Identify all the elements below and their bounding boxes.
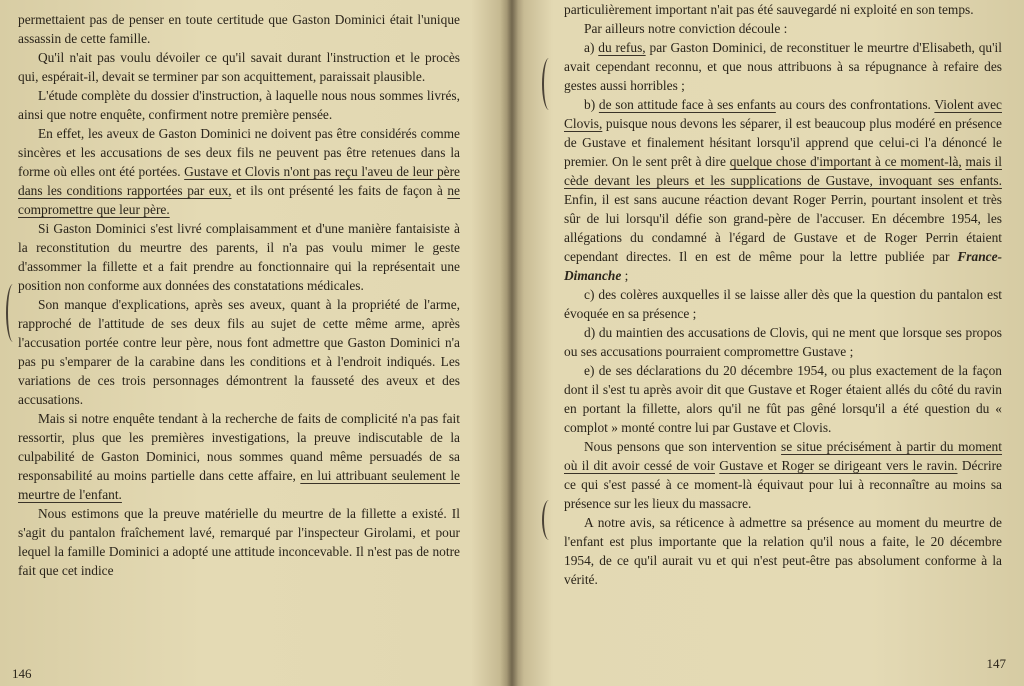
paragraph: Par ailleurs notre conviction découle :: [584, 21, 788, 36]
left-page-text: [18, 10, 460, 580]
paragraph-text: En effet, les aveux de Gaston Dominici ne doivent pas être considérés comme sincères et les accusations de ses deux fils ne peuvent pas être retenues dans la forme où elles ont été portées.: [18, 126, 460, 179]
paragraph-text: et ils ont présenté les faits de façon à: [231, 183, 448, 198]
paragraph-b: [564, 95, 1002, 285]
paragraph-e: e) de ses déclarations du 20 décembre 1954, ou plus exactement de la façon dont il s'est tu après avoir dit que Gustave et Roger étaient allés du côté du ravin en portant la fillette, alors qu'il ne fût pas gêné lorsqu'il a été question du « complot » monté contre lui par Gustave et Clovis.: [564, 363, 1002, 435]
paragraph: Si Gaston Dominici s'est livré complaisamment et d'une manière fantaisiste à la reconstitution du meurtre des parents, il n'a pas voulu mimer le geste d'assommer la fillette et a fait prendre au fonctionnaire qui la représentait une position non conforme aux données des constatations médicales.: [18, 221, 460, 293]
underlined-passage: en lui attribuant seulement le meurtre de l'enfant.: [18, 468, 460, 502]
underlined-passage: se situe précisément à partir du moment où il dit avoir cessé de voir: [564, 439, 1002, 473]
paragraph: Qu'il n'ait pas voulu dévoiler ce qu'il savait durant l'instruction et le procès qui, espérait-il, devait se terminer par son acquittement, paraissait plausible.: [18, 50, 460, 84]
paragraph: Nous estimons que la preuve matérielle du meurtre de la fillette a existé. Il s'agit du pantalon fraîchement lavé, remarqué par l'inspecteur Girolami, et pour lequel la famille Dominici a adopté une attitude inconcevable. Il n'est pas de notre fait que cet indice: [18, 506, 460, 578]
paragraph-a: [564, 38, 1002, 95]
paragraph-text: Enfin, il est sans aucune réaction devant Roger Perrin, pourtant insolent et très sûr de lui lorsqu'il défie son grand-père de l'accuser. En décembre 1954, les allégations du condamné à l'égard de Gustave et de Roger Perrin étaient cependant directes. Il en est de même pour la lettre publiée par: [564, 192, 1002, 264]
margin-bracket: [6, 284, 20, 342]
paragraph-text: Décrire ce qui s'est passé à ce moment-là équivaut pour lui à reconnaître au moins sa présence sur les lieux du massacre.: [564, 458, 1002, 511]
paragraph-f: [564, 437, 1002, 513]
paragraph: [18, 124, 460, 219]
margin-bracket: [542, 500, 556, 540]
underlined-passage: quelque chose d'important à ce moment-là,: [729, 154, 962, 169]
paragraph-text: au cours des confrontations.: [775, 97, 935, 112]
paragraph-c: c) des colères auxquelles il se laisse aller dès que la question du pantalon est évoquée en sa présence ;: [564, 287, 1002, 321]
paragraph: permettaient pas de penser en toute certitude que Gaston Dominici était l'unique assassin de cette famille.: [18, 12, 460, 46]
paragraph-text: Nous pensons que son intervention: [584, 439, 782, 454]
underlined-passage: ne compromettre que leur père.: [18, 183, 460, 217]
paragraph-text: par Gaston Dominici, de reconstituer le meurtre d'Elisabeth, qu'il avait cependant reconnu, et que nous attribuons à sa répugnance à refaire des gestes aussi horribles ;: [564, 40, 1002, 93]
page-number: 146: [12, 666, 32, 681]
paragraph: Son manque d'explications, après ses aveux, quant à la propriété de l'arme, rapproché de l'attitude de ses deux fils au sujet de cette même arme, après l'accusation portée contre leur père, nous font admettre que Gaston Dominici n'a pas pu s'emparer de la carabine dans les conditions et à l'endroit indiqués. Les variations de ces trois personnages démontrent la fausseté des aveux et des accusations.: [18, 297, 460, 407]
paragraph: particulièrement important n'ait pas été sauvegardé ni exploité en son temps.: [564, 2, 974, 17]
right-page-text: [564, 0, 1002, 589]
right-page: [512, 0, 1024, 686]
paragraph: [18, 409, 460, 504]
paragraph-text: ;: [621, 268, 629, 283]
underlined-passage: de son attitude face à ses enfants: [598, 97, 776, 112]
paragraph-g: A notre avis, sa réticence à admettre sa présence au moment du meurtre de l'enfant est plus importante que la relation qu'il nous a faite, le 20 décembre 1954, de ce qu'il aurait vu et qui n'est peut-être pas absolument conforme à la vérité.: [564, 515, 1002, 587]
publication-title: France-Dimanche: [564, 249, 1002, 283]
underlined-passage: Gustave et Roger se dirigeant vers le ravin.: [719, 458, 958, 473]
underlined-passage: du refus,: [598, 40, 646, 55]
underlined-passage: mais il cède devant les pleurs et les supplications de Gustave, invoquant ses enfants.: [564, 154, 1002, 188]
underlined-passage: Gustave et Clovis n'ont pas reçu l'aveu de leur père dans les conditions rapportées par eux,: [18, 164, 460, 198]
paragraph-d: d) du maintien des accusations de Clovis, qui ne ment que lorsque ses propos ou ses accusations pourraient compromettre Gustave ;: [564, 325, 1002, 359]
item-letter: b): [584, 97, 599, 112]
paragraph: L'étude complète du dossier d'instruction, à laquelle nous nous sommes livrés, ainsi que notre enquête, confirment notre première pensée.: [18, 88, 460, 122]
paragraph-text: Mais si notre enquête tendant à la recherche de faits de complicité n'a pas fait ressortir, plus que les premières investigations, la preuve indiscutable de la culpabilité de Gaston Dominici, nous sommes quand même persuadés de sa responsabilité au moins partielle dans cette affaire,: [18, 411, 460, 483]
item-letter: a): [584, 40, 599, 55]
paragraph-text: puisque nous devons les séparer, il est beaucoup plus modéré en présence de Gustave et finalement hésitant lorsqu'il apprend que celui-ci l'a dénoncé le premier. On le sent prêt à dire: [564, 116, 1002, 169]
underlined-passage: Violent avec Clovis,: [564, 97, 1002, 131]
margin-bracket: [542, 58, 556, 110]
page-number: 147: [986, 656, 1006, 671]
